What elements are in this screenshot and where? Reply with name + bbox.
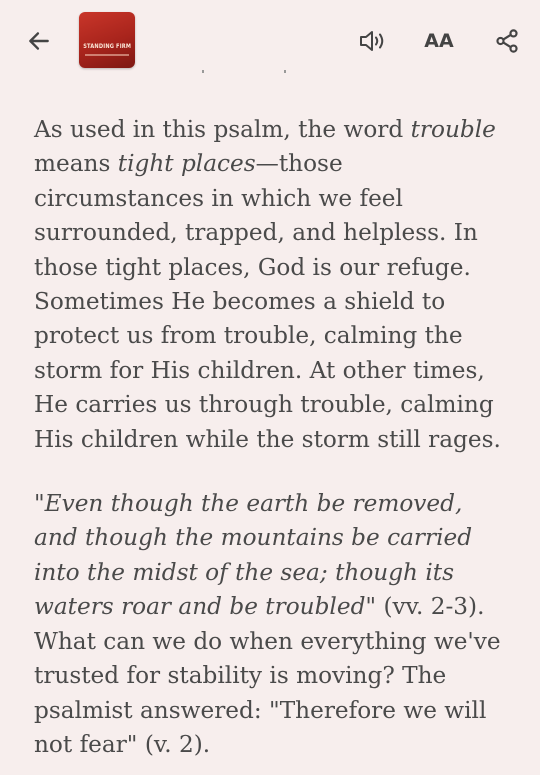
emphasis-tight-places: tight places bbox=[117, 150, 256, 178]
logo-title: STANDING FIRM bbox=[83, 43, 132, 50]
share-button[interactable] bbox=[490, 24, 524, 58]
paragraph-1-text-a: As used in this psalm, the word bbox=[34, 116, 411, 143]
back-button[interactable] bbox=[22, 24, 56, 58]
paragraph-2-text: (vv. 2-3). What can we do when everything we've trusted for stability is moving? The psalmist answered: "Therefore we will not fear" (v. 2). bbox=[34, 593, 501, 758]
article-body bbox=[34, 113, 514, 762]
emphasis-trouble: trouble bbox=[410, 116, 496, 143]
paragraph-1 bbox=[34, 113, 514, 457]
share-icon bbox=[494, 28, 520, 54]
text-size-button[interactable]: AA bbox=[424, 30, 454, 52]
paragraph-2 bbox=[34, 487, 514, 762]
scripture-quote: "Even though the earth be removed, and though the mountains be carried into the midst of the sea; though its waters roar and be troubled" bbox=[34, 490, 473, 621]
paragraph-1-text-c: —those circumstances in which we feel surrounded, trapped, and helpless. In those tight places, God is our refuge. Sometimes He becomes a shield to protect us from trouble, calming the storm for His children. At other times, He carries us through trouble, calming His children while the storm still rages. bbox=[34, 150, 501, 453]
arrow-left-icon bbox=[26, 28, 52, 54]
logo-divider bbox=[85, 54, 129, 56]
scrolled-text-fragment bbox=[200, 64, 290, 78]
paragraph-1-text-b: means bbox=[34, 150, 111, 178]
audio-button[interactable] bbox=[354, 24, 390, 58]
devotional-cover-logo[interactable] bbox=[79, 12, 135, 68]
speaker-icon bbox=[357, 28, 387, 54]
